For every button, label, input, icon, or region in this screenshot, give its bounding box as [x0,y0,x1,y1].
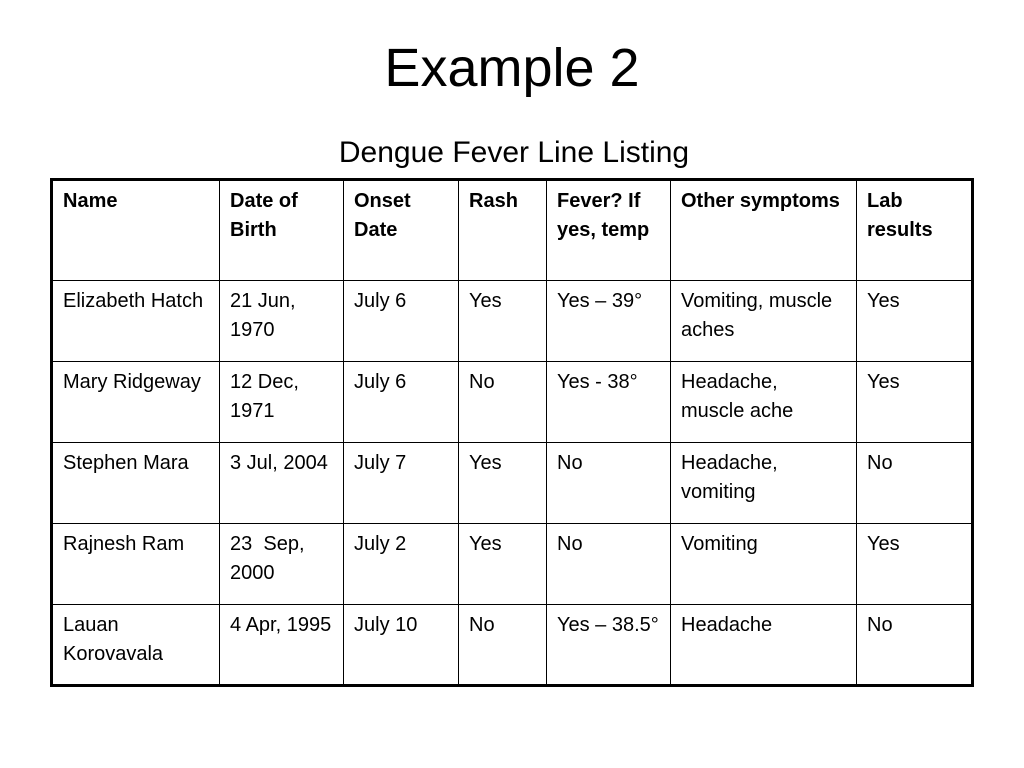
table-row [52,362,973,443]
cell-name: Rajnesh Ram [52,524,220,605]
cell-lab-results: Yes [857,281,973,362]
cell-rash: No [459,362,547,443]
header-onset-date: Onset Date [344,180,459,281]
header-name: Name [52,180,220,281]
header-rash: Rash [459,180,547,281]
cell-fever: Yes – 38.5° [547,605,671,686]
cell-lab-results: No [857,605,973,686]
table-row [52,524,973,605]
slide-title: Example 2 [384,38,640,98]
slide-subtitle: Dengue Fever Line Listing [338,136,690,169]
cell-onset-date: July 2 [344,524,459,605]
cell-name: Lauan Korovavala [52,605,220,686]
cell-fever: No [547,443,671,524]
cell-lab-results: Yes [857,524,973,605]
table-header-row [52,180,973,281]
cell-rash: Yes [459,524,547,605]
table-row [52,605,973,686]
cell-date-of-birth: 21 Jun, 1970 [220,281,344,362]
cell-fever: Yes – 39° [547,281,671,362]
cell-onset-date: July 10 [344,605,459,686]
cell-lab-results: No [857,443,973,524]
cell-date-of-birth: 4 Apr, 1995 [220,605,344,686]
cell-name: Stephen Mara [52,443,220,524]
cell-date-of-birth: 23 Sep, 2000 [220,524,344,605]
header-date-of-birth: Date of Birth [220,180,344,281]
cell-date-of-birth: 3 Jul, 2004 [220,443,344,524]
cell-other-symptoms: Vomiting [671,524,857,605]
cell-name: Mary Ridgeway [52,362,220,443]
cell-onset-date: July 6 [344,281,459,362]
cell-onset-date: July 6 [344,362,459,443]
cell-rash: Yes [459,281,547,362]
cell-rash: No [459,605,547,686]
cell-fever: No [547,524,671,605]
line-listing-table [50,178,974,687]
cell-name: Elizabeth Hatch [52,281,220,362]
table-row [52,281,973,362]
header-other-symptoms: Other symptoms [671,180,857,281]
cell-rash: Yes [459,443,547,524]
cell-lab-results: Yes [857,362,973,443]
cell-date-of-birth: 12 Dec, 1971 [220,362,344,443]
header-fever: Fever? If yes, temp [547,180,671,281]
cell-onset-date: July 7 [344,443,459,524]
header-lab-results: Lab results [857,180,973,281]
cell-other-symptoms: Vomiting, muscle aches [671,281,857,362]
cell-other-symptoms: Headache, vomiting [671,443,857,524]
cell-other-symptoms: Headache [671,605,857,686]
table-row [52,443,973,524]
cell-other-symptoms: Headache, muscle ache [671,362,857,443]
cell-fever: Yes - 38° [547,362,671,443]
